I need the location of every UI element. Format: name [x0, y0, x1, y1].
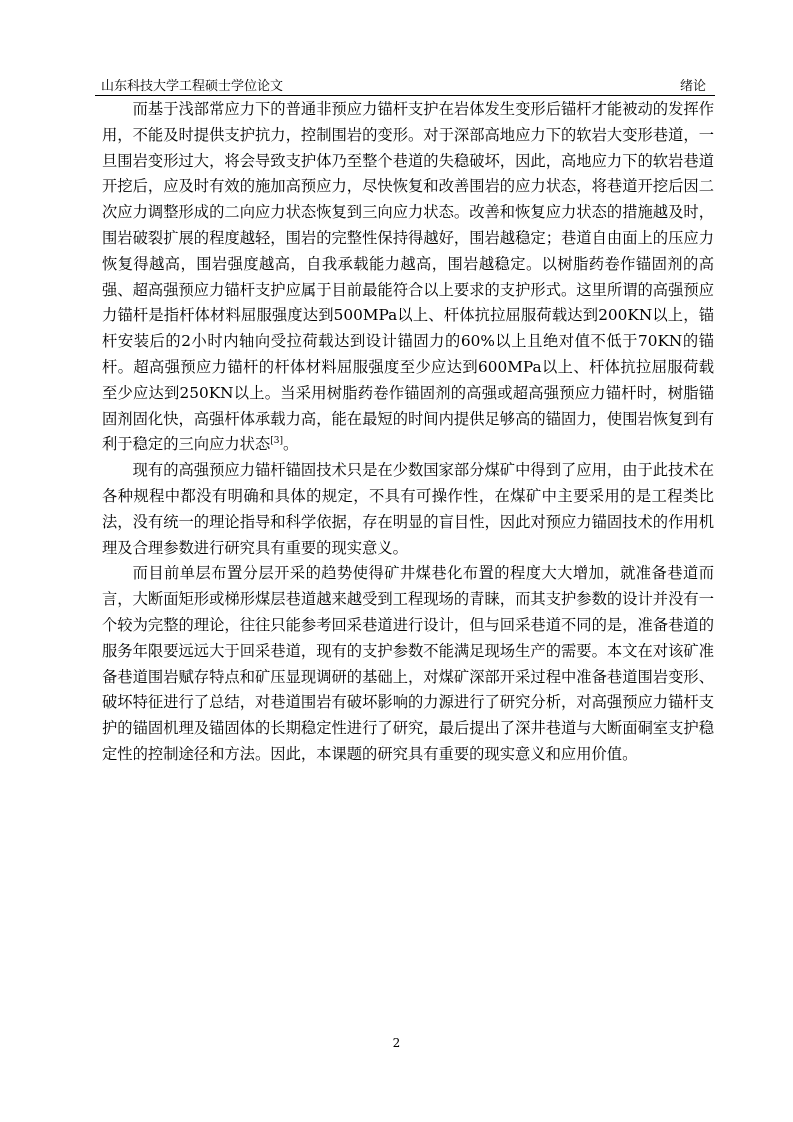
header-divider — [95, 95, 715, 96]
page-number: 2 — [392, 1036, 401, 1050]
paragraph-1-end: 。 — [283, 435, 299, 454]
header-chapter-title: 绪论 — [679, 79, 706, 94]
header-thesis-title: 山东科技大学工程硕士学位论文 — [101, 79, 284, 94]
body-text — [102, 97, 714, 768]
running-header — [95, 78, 710, 96]
paragraph-1-text: 而基于浅部常应力下的普通非预应力锚杆支护在岩体发生变形后锚杆才能被动的发挥作用，不能及时提供支护抗力，控制围岩的变形。对于深部高地应力下的软岩大变形巷道，一旦围岩变形过大，将会导致支护体乃至整个巷道的失稳破坏，因此，高地应力下的软岩巷道开挖后，应及时有效的施加高预应力，尽快恢复和改善围岩的应力状态，将巷道开挖后因二次应力调整形成的二向应力状态恢复到三向应力状态。改善和恢复应力状态的措施越及时，围岩破裂扩展的程度越轻，围岩的完整性保持得越好，围岩越稳定；巷道自由面上的压应力恢复得越高，围岩强度越高，自我承载能力越高，围岩越稳定。以树脂药卷作锚固剂的高强、超高强预应力锚杆支护应属于目前最能符合以上要求的支护形式。这里所谓的高强预应力锚杆是指杆体材料屈服强度达到500MPa以上、杆体抗拉屈服荷载达到200KN以上，锚杆安装后的2小时内轴向受拉荷载达到设计锚固力的60%以上且绝对值不低于70KN的锚杆。超高强预应力锚杆的杆体材料屈服强度至少应达到600MPa以上、杆体抗拉屈服荷载至少应达到250KN以上。当采用树脂药卷作锚固剂的高强或超高强预应力锚杆时，树脂锚固剂固化快，高强杆体承载力高，能在最短的时间内提供足够高的锚固力，使围岩恢复到有利于稳定的三向应力状态 — [102, 100, 714, 454]
paragraph-3: 而目前单层布置分层开采的趋势使得矿井煤巷化布置的程度大大增加，就准备巷道而言，大断面矩形或梯形煤层巷道越来越受到工程现场的青睐，而其支护参数的设计并没有一个较为完整的理论，往往只能参考回采巷道进行设计，但与回采巷道不同的是，准备巷道的服务年限要远远大于回采巷道，现有的支护参数不能满足现场生产的需要。本文在对该矿准备巷道围岩赋存特点和矿压显现调研的基础上，对煤矿深部开采过程中准备巷道围岩变形、破坏特征进行了总结，对巷道围岩有破坏影响的力源进行了研究分析，对高强预应力锚杆支护的锚固机理及锚固体的长期稳定性进行了研究，最后提出了深井巷道与大断面硐室支护稳定性的控制途径和方法。因此，本课题的研究具有重要的现实意义和应用价值。 — [102, 564, 714, 763]
paragraph-1 — [102, 97, 714, 458]
paragraph-2: 现有的高强预应力锚杆锚固技术只是在少数国家部分煤矿中得到了应用，由于此技术在各种规程中都没有明确和具体的规定，不具有可操作性，在煤矿中主要采用的是工程类比法，没有统一的理论指导和科学依据，存在明显的盲目性，因此对预应力锚固技术的作用机理及合理参数进行研究具有重要的现实意义。 — [102, 461, 714, 557]
citation-3: [3] — [270, 436, 284, 447]
